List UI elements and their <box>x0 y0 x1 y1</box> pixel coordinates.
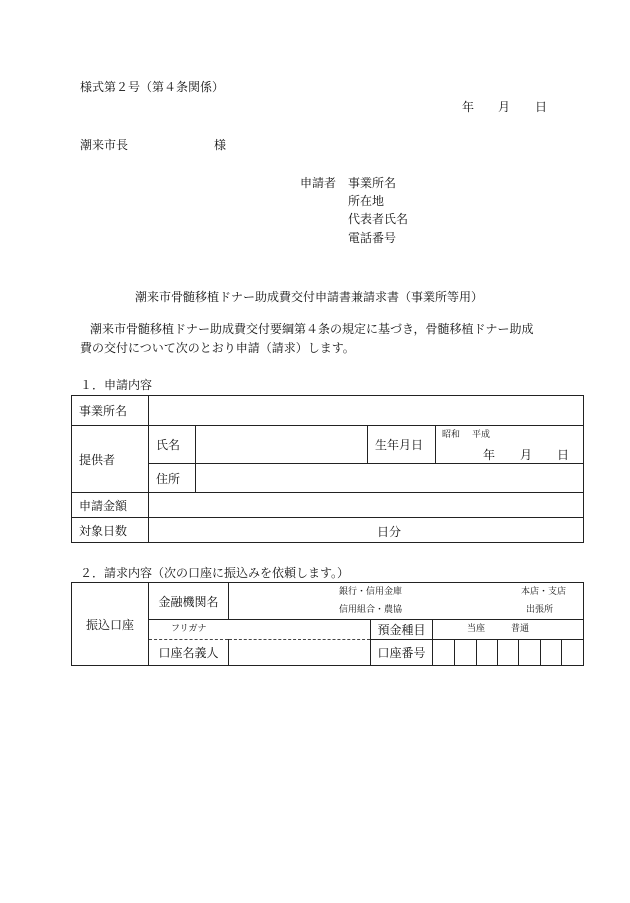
applicant-label: 申請者 <box>300 176 337 190</box>
birth-month-label: 月 <box>520 448 533 462</box>
account-number-label: 口座番号 <box>371 640 433 666</box>
office-name-label: 事業所名 <box>72 396 149 426</box>
account-digit[interactable] <box>455 640 477 666</box>
address-label: 住所 <box>149 464 196 493</box>
account-holder-field[interactable] <box>229 640 371 666</box>
bank-account-table <box>71 582 584 666</box>
birth-year-label: 年 <box>483 448 496 462</box>
applicant-location: 所在地 <box>348 194 385 208</box>
account-holder-row <box>72 640 584 666</box>
name-label: 氏名 <box>149 426 196 464</box>
account-digit[interactable] <box>477 640 498 666</box>
office-name-row <box>72 396 584 426</box>
donor-address-field[interactable] <box>196 464 584 493</box>
form-number: 様式第２号（第４条関係） <box>80 80 225 94</box>
birthdate-field[interactable] <box>436 426 584 464</box>
furigana-row <box>72 620 584 640</box>
applicant-office-name: 事業所名 <box>348 176 397 190</box>
document-title: 潮来市骨髄移植ドナー助成費交付申請書兼請求書（事業所等用） <box>135 290 484 304</box>
bank-types-1: 銀行・信用金庫 <box>339 587 403 597</box>
donor-name-row <box>72 426 584 464</box>
account-holder-label: 口座名義人 <box>149 640 229 666</box>
furigana-field[interactable] <box>229 620 371 640</box>
days-label: 対象日数 <box>72 518 149 543</box>
account-digit[interactable] <box>498 640 519 666</box>
deposit-type-label: 預金種目 <box>371 620 433 640</box>
era-showa: 昭和 <box>442 430 461 440</box>
birth-day-label: 日 <box>557 448 570 462</box>
amount-field[interactable] <box>149 493 584 518</box>
amount-row <box>72 493 584 518</box>
date-year-label: 年 <box>462 100 475 114</box>
account-digit[interactable] <box>433 640 455 666</box>
intro-line-1: 潮来市骨髄移植ドナー助成費交付要綱第４条の規定に基づき，骨髄移植ドナー助成 <box>90 322 534 336</box>
addressee-honorific: 様 <box>214 138 227 152</box>
deposit-current-option[interactable]: 当座 <box>467 624 486 634</box>
days-row <box>72 518 584 543</box>
section2-heading: ２．請求内容（次の口座に振込みを依頼します。） <box>80 566 350 580</box>
amount-label: 申請金額 <box>72 493 149 518</box>
branch-types-1: 本店・支店 <box>521 587 567 597</box>
date-day-label: 日 <box>535 100 548 114</box>
addressee: 潮来市長 <box>80 138 129 152</box>
furigana-label: フリガナ <box>149 620 229 640</box>
account-digit[interactable] <box>541 640 562 666</box>
deposit-ordinary-option[interactable]: 普通 <box>511 624 530 634</box>
bank-name-label: 金融機関名 <box>149 583 229 620</box>
donor-address-row <box>72 464 584 493</box>
applicant-phone: 電話番号 <box>348 231 397 245</box>
bank-name-row <box>72 583 584 620</box>
days-unit: 日分 <box>377 525 402 539</box>
era-heisei: 平成 <box>472 430 491 440</box>
deposit-type-field[interactable] <box>433 620 584 640</box>
birthdate-label: 生年月日 <box>368 426 436 464</box>
transfer-account-label: 振込口座 <box>72 583 149 666</box>
donor-name-field[interactable] <box>196 426 368 464</box>
account-digit[interactable] <box>519 640 541 666</box>
donor-label: 提供者 <box>72 426 149 493</box>
application-table <box>71 395 584 543</box>
bank-types-2: 信用組合・農協 <box>339 605 403 615</box>
section1-heading: １．申請内容 <box>80 378 153 392</box>
branch-types-2: 出張所 <box>526 605 554 615</box>
office-name-field[interactable] <box>149 396 584 426</box>
bank-name-field[interactable] <box>229 583 584 620</box>
applicant-representative: 代表者氏名 <box>348 212 409 226</box>
account-digit[interactable] <box>562 640 584 666</box>
date-month-label: 月 <box>498 100 511 114</box>
days-field[interactable] <box>149 518 584 543</box>
intro-line-2: 費の交付について次のとおり申請（請求）します。 <box>80 341 355 355</box>
